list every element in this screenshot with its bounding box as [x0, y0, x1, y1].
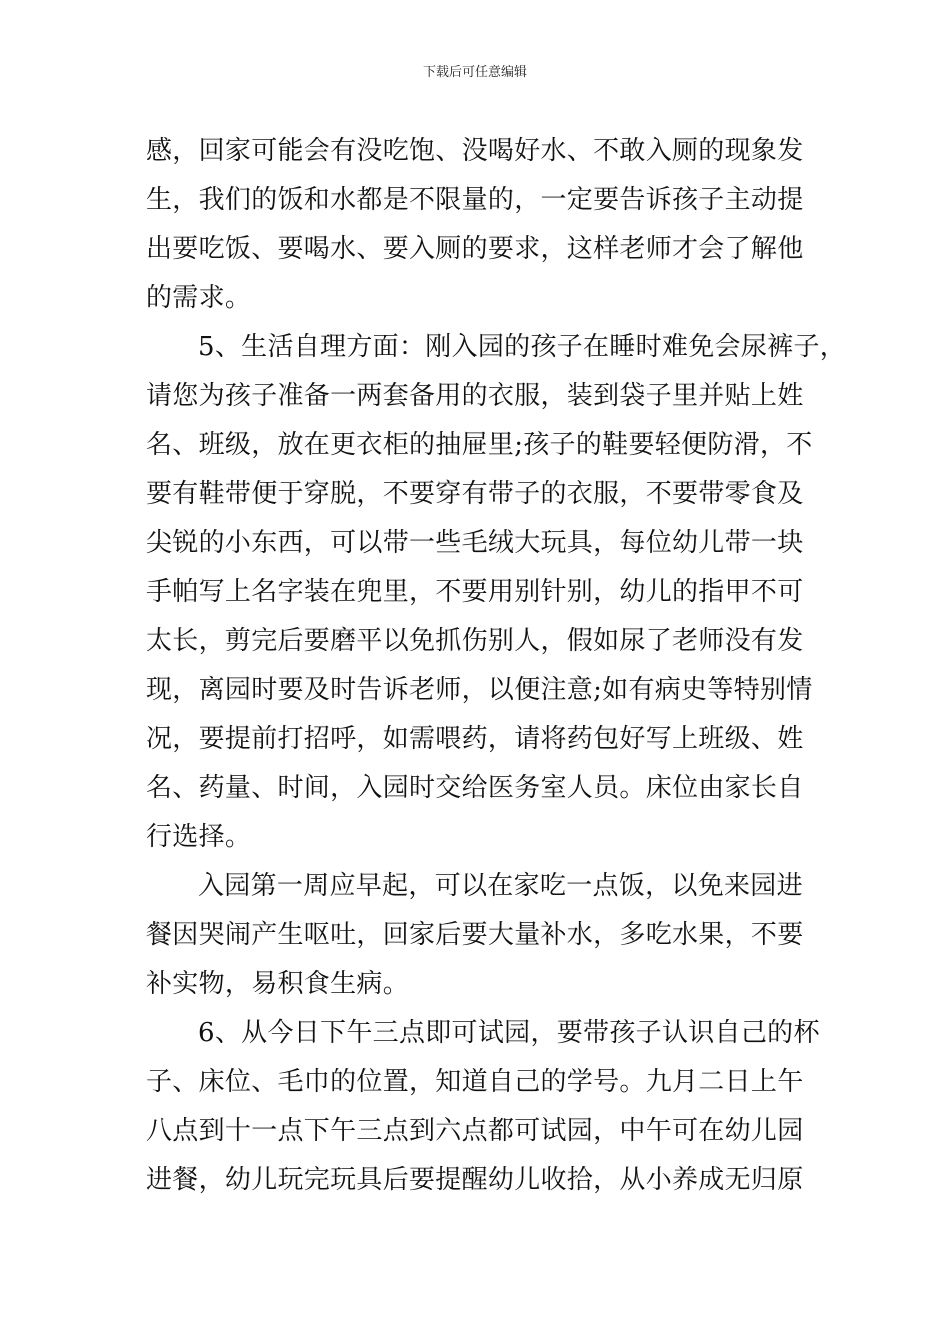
- text-line: 生，我们的饭和水都是不限量的，一定要告诉孩子主动提: [146, 185, 804, 215]
- text-line: 手帕写上名字装在兜里，不要用别针别，幼儿的指甲不可: [146, 577, 804, 607]
- document-body: [146, 127, 847, 1205]
- paragraph-start-line: 入园第一周应早起，可以在家吃一点饭，以免来园进: [198, 871, 803, 901]
- paragraph-start-line: 6、从今日下午三点即可试园，要带孩子认识自己的杯: [198, 1018, 820, 1048]
- text-line: 现，离园时要及时告诉老师，以便注意;如有病史等特别情: [146, 675, 813, 705]
- paragraph-start-line: 5、生活自理方面：刚入园的孩子在睡时难免会尿裤子，: [198, 332, 847, 362]
- text-line: 补实物，易积食生病。: [146, 969, 410, 999]
- text-line: 进餐，幼儿玩完玩具后要提醒幼儿收拾，从小养成无归原: [146, 1165, 804, 1195]
- text-line: 名、班级，放在更衣柜的抽屉里;孩子的鞋要轻便防滑，不: [146, 430, 813, 460]
- text-line: 餐因哭闹产生呕吐，回家后要大量补水，多吃水果，不要: [146, 920, 804, 950]
- text-line: 八点到十一点下午三点到六点都可试园，中午可在幼儿园: [146, 1116, 804, 1146]
- text-line: 子、床位、毛巾的位置，知道自己的学号。九月二日上午: [146, 1067, 804, 1097]
- text-line: 请您为孩子准备一两套备用的衣服，装到袋子里并贴上姓: [146, 381, 804, 411]
- text-line: 况，要提前打招呼，如需喂药，请将药包好写上班级、姓: [146, 724, 804, 754]
- text-line: 感，回家可能会有没吃饱、没喝好水、不敢入厕的现象发: [146, 136, 804, 166]
- text-line: 要有鞋带便于穿脱，不要穿有带子的衣服，不要带零食及: [146, 479, 804, 509]
- text-line: 出要吃饭、要喝水、要入厕的要求，这样老师才会了解他: [146, 234, 804, 264]
- text-line: 行选择。: [146, 822, 252, 852]
- text-line: 太长，剪完后要磨平以免抓伤别人，假如尿了老师没有发: [146, 626, 804, 656]
- text-line: 的需求。: [146, 283, 252, 313]
- text-line: 尖锐的小东西，可以带一些毛绒大玩具，每位幼儿带一块: [146, 528, 804, 558]
- text-line: 名、药量、时间，入园时交给医务室人员。床位由家长自: [146, 773, 804, 803]
- page-header: 下载后可任意编辑: [422, 65, 527, 80]
